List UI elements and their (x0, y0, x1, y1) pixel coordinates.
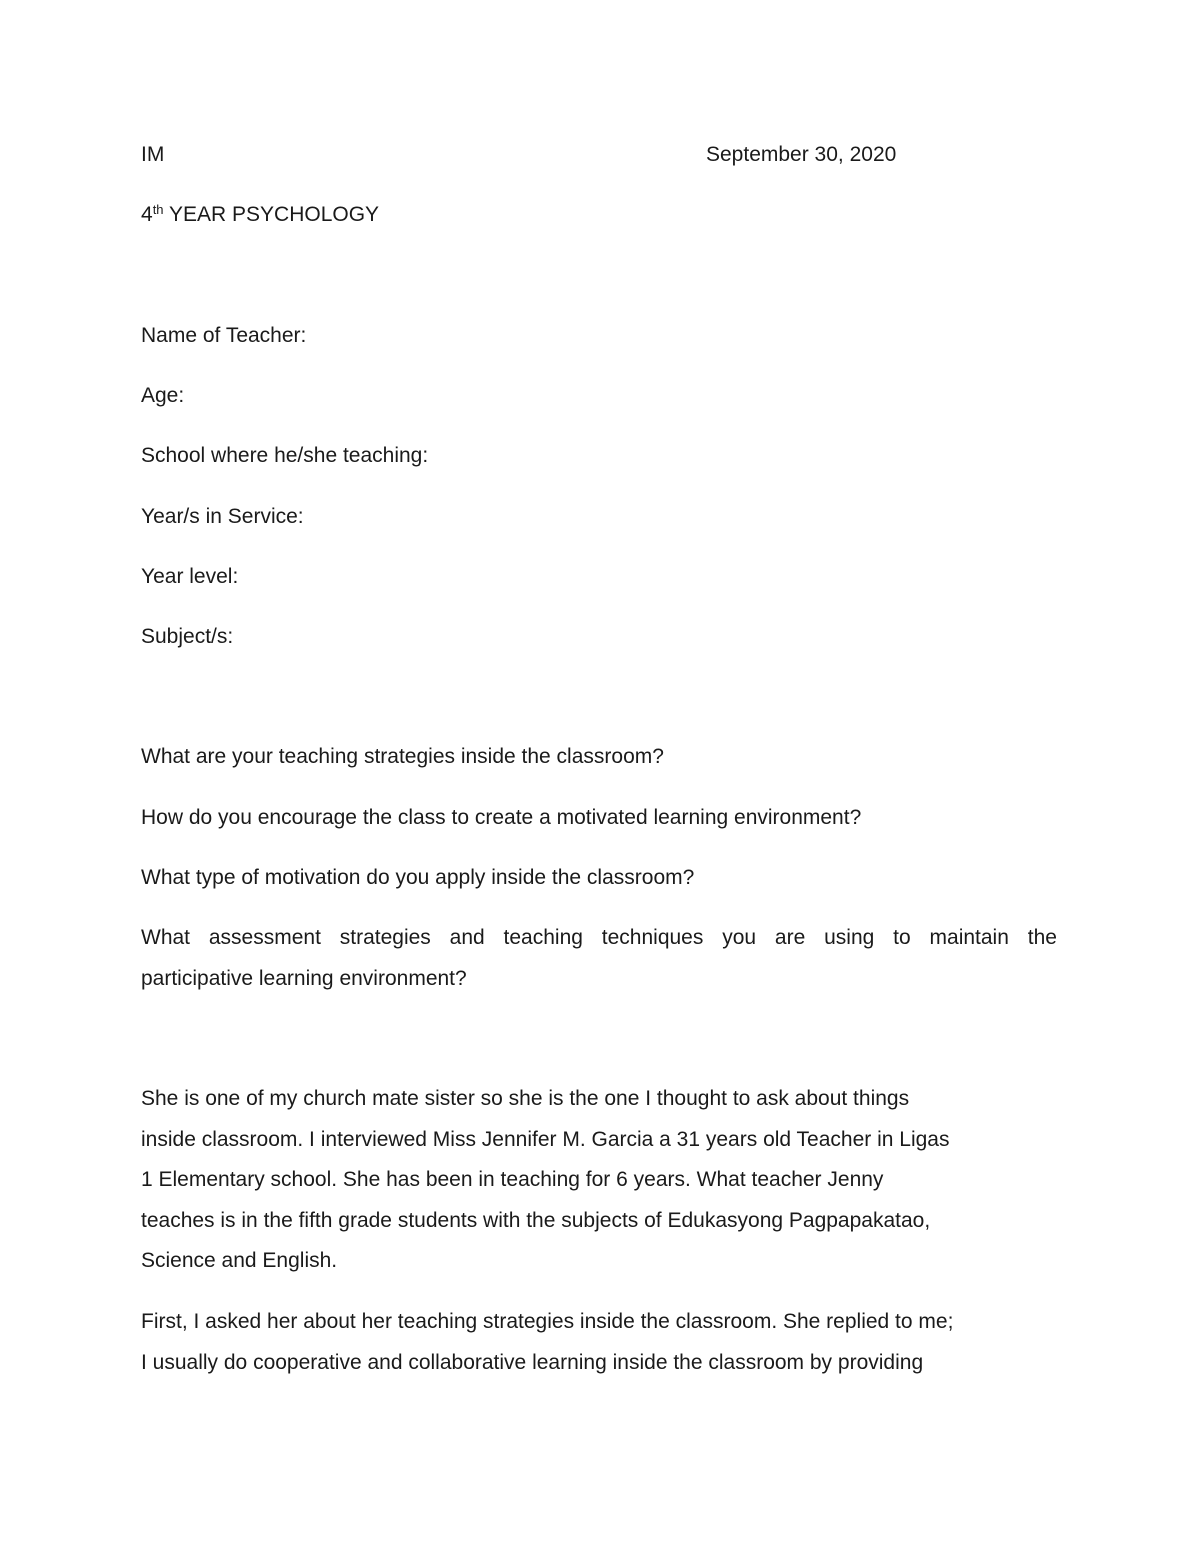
word: the (1027, 926, 1057, 949)
document-date: September 30, 2020 (706, 143, 897, 166)
author-initials: IM (141, 143, 165, 166)
word: are (774, 926, 806, 949)
course-name: YEAR PSYCHOLOGY (163, 203, 380, 226)
paragraph-line: She is one of my church mate sister so she is the one I thought to ask about things (141, 1087, 910, 1110)
year-suffix: th (152, 202, 164, 217)
question-motivation-type: What type of motivation do you apply inside the classroom? (141, 866, 695, 889)
paragraph-introduction (141, 1079, 1061, 1282)
field-name-of-teacher: Name of Teacher: (141, 324, 307, 347)
year-course (141, 203, 379, 227)
paragraph-line: 1 Elementary school. She has been in teaching for 6 years. What teacher Jenny (141, 1168, 884, 1191)
word: maintain (929, 926, 1009, 949)
word: strategies (339, 926, 431, 949)
field-subjects: Subject/s: (141, 625, 234, 648)
field-years-in-service: Year/s in Service: (141, 505, 304, 528)
field-school: School where he/she teaching: (141, 444, 429, 467)
word: to (893, 926, 911, 949)
paragraph-line: First, I asked her about her teaching strategies inside the classroom. She replied to me; (141, 1310, 954, 1333)
paragraph-line: teaches is in the fifth grade students with the subjects of Edukasyong Pagpapakatao, (141, 1208, 931, 1232)
word: you (722, 926, 757, 949)
word: and (449, 926, 485, 949)
question-assessment-line2: participative learning environment? (141, 967, 467, 990)
field-year-level: Year level: (141, 565, 239, 588)
paragraph-line: I usually do cooperative and collaborative learning inside the classroom by providing (141, 1350, 924, 1374)
question-assessment-line1 (141, 926, 1057, 950)
word: teaching (503, 926, 583, 949)
year-number: 4 (141, 203, 153, 226)
word: using (824, 926, 875, 949)
field-age: Age: (141, 384, 185, 407)
word: techniques (601, 926, 704, 949)
paragraph-line: Science and English. (141, 1249, 338, 1272)
paragraph-first-answer (141, 1302, 1061, 1383)
paragraph-line: inside classroom. I interviewed Miss Jennifer M. Garcia a 31 years old Teacher in Ligas (141, 1127, 950, 1151)
word: What (141, 926, 191, 949)
question-motivated-environment: How do you encourage the class to create a motivated learning environment? (141, 806, 862, 829)
question-teaching-strategies: What are your teaching strategies inside the classroom? (141, 745, 664, 768)
word: assessment (208, 926, 321, 949)
